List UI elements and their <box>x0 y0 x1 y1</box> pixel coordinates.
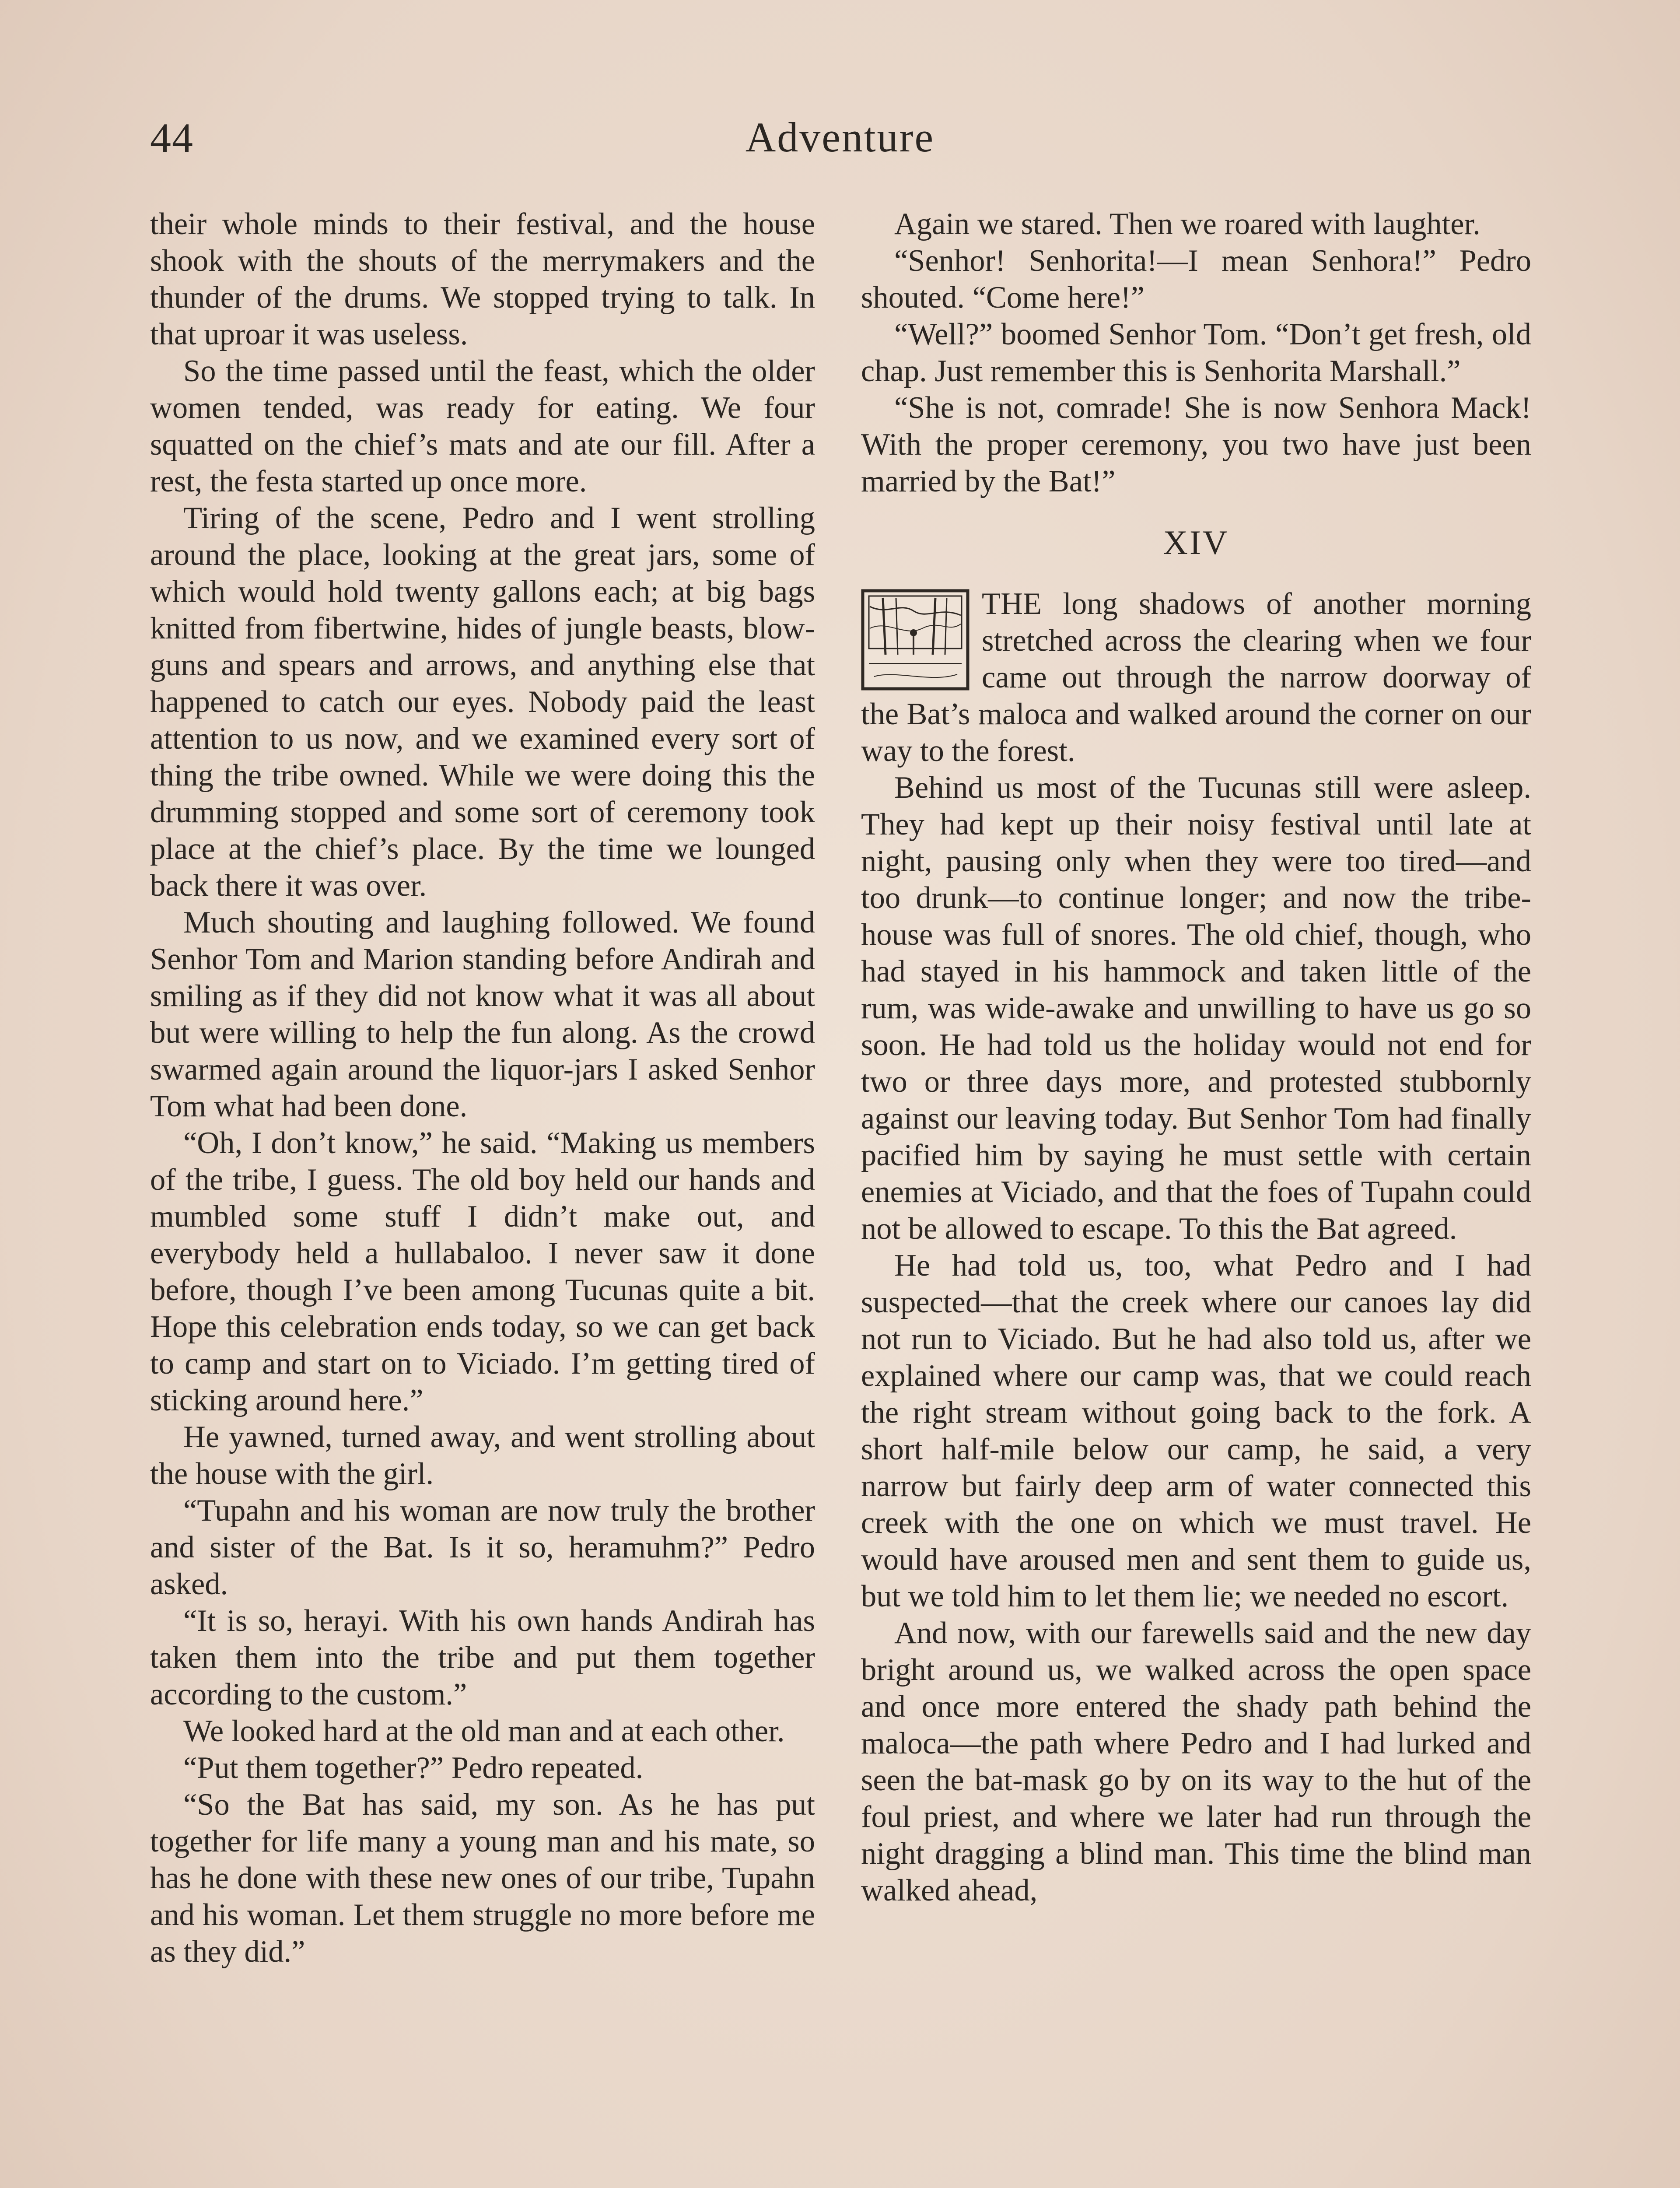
paragraph: “Oh, I don’t know,” he said. “Making us members of the tribe, I guess. The old boy held our hands and mumbled some stuff I didn’t make out, and everybody held a hullabaloo. I never saw it done before, though I’ve been among Tucunas quite a bit. Hope this celebration ends today, so we can get back to camp and start on to Viciado. I’m getting tired of sticking around here.” <box>150 1126 815 1417</box>
paragraph: And now, with our farewells said and the new day bright around us, we walked across the open space and once more entered the shady path behind the maloca—the path where Pedro and I had lurked and seen the bat-mask go by on its way to the hut of the foul priest, and where we later had run through the night dragging a blind man. This time the blind man walked ahead, <box>861 1616 1531 1907</box>
paragraph: their whole minds to their festival, and the house shook with the shouts of the merrymakers and the thunder of the drums. We stopped trying to talk. In that uproar it was useless. <box>150 207 815 351</box>
chapter-heading: XIV <box>1163 523 1229 561</box>
paragraph: “It is so, herayi. With his own hands Andirah has taken them into the tribe and put them together according to the custom.” <box>150 1604 815 1711</box>
paragraph: “Well?” boomed Senhor Tom. “Don’t get fresh, old chap. Just remember this is Senhorita Marshall.” <box>861 317 1531 388</box>
paragraph: We looked hard at the old man and at each other. <box>183 1714 785 1748</box>
dropcap-illustration <box>861 589 970 691</box>
paragraph: “Tupahn and his woman are now truly the brother and sister of the Bat. Is it so, heramuhm?” Pedro asked. <box>150 1494 815 1601</box>
page-number: 44 <box>150 115 194 161</box>
paragraph: “So the Bat has said, my son. As he has put together for life many a young man and his mate, so has he done with these new ones of our tribe, Tupahn and his woman. Let them struggle no more before me as they did.” <box>150 1788 815 1969</box>
paragraph: “Senhor! Senhorita!—I mean Senhora!” Pedro shouted. “Come here!” <box>861 244 1531 315</box>
paragraph: “She is not, comrade! She is now Senhora Mack! With the proper ceremony, you two have just been married by the Bat!” <box>861 391 1531 498</box>
paragraph: Much shouting and laughing followed. We found Senhor Tom and Marion standing before Andirah and smiling as if they did not know what it was all about but were willing to help the fun along. As the crowd swarmed again around the liquor-jars I asked Senhor Tom what had been done. <box>150 905 815 1123</box>
running-head: Adventure <box>745 114 935 161</box>
paragraph: He yawned, turned away, and went strolling about the house with the girl. <box>150 1420 815 1491</box>
paragraph: So the time passed until the feast, which the older women tended, was ready for eating. We four squatted on the chief’s mats and ate our fill. After a rest, the festa started up once more. <box>150 354 815 498</box>
paragraph: Behind us most of the Tucunas still were asleep. They had kept up their noisy festival until late at night, pausing only when they were too tired—and too drunk—to continue longer; and now the tribe-house was full of snores. The old chief, though, who had stayed in his hammock and taken little of the rum, was wide-awake and unwilling to have us go so soon. He had told us the holiday would not end for two or three days more, and protested stubbornly against our leaving today. But Senhor Tom had finally pacified him by saying he must settle with certain enemies at Viciado, and that the foes of Tupahn could not be allowed to escape. To this the Bat agreed. <box>861 771 1531 1246</box>
paragraph: “Put them together?” Pedro repeated. <box>183 1751 644 1785</box>
right-column <box>861 206 1531 1909</box>
paragraph: He had told us, too, what Pedro and I had suspected—that the creek where our canoes lay did not run to Viciado. But he had also told us, after we explained where our camp was, that we could reach the right stream without going back to the fork. A short half-mile below our camp, he said, a very narrow but fairly deep arm of water connected this creek with the one on which we must travel. He would have aroused men and sent them to guide us, but we told him to let them lie; we needed no escort. <box>861 1248 1531 1613</box>
paragraph: Tiring of the scene, Pedro and I went strolling around the place, looking at the great jars, some of which would hold twenty gallons each; at big bags knitted from fibertwine, hides of jungle beasts, blow-guns and spears and arrows, and anything else that happened to catch our eyes. Nobody paid the least attention to us now, and we examined every sort of thing the tribe owned. While we were doing this the drumming stopped and some sort of ceremony took place at the chief’s place. By the time we lounged back there it was over. <box>150 501 815 903</box>
chapter-opening <box>861 586 1531 769</box>
paragraph: Again we stared. Then we roared with laughter. <box>894 207 1480 241</box>
left-column <box>150 206 815 1970</box>
paragraph: THE long shadows of another morning stretched across the clearing when we four came out through the narrow doorway of the Bat’s maloca and walked around the corner on our way to the forest. <box>861 587 1531 768</box>
